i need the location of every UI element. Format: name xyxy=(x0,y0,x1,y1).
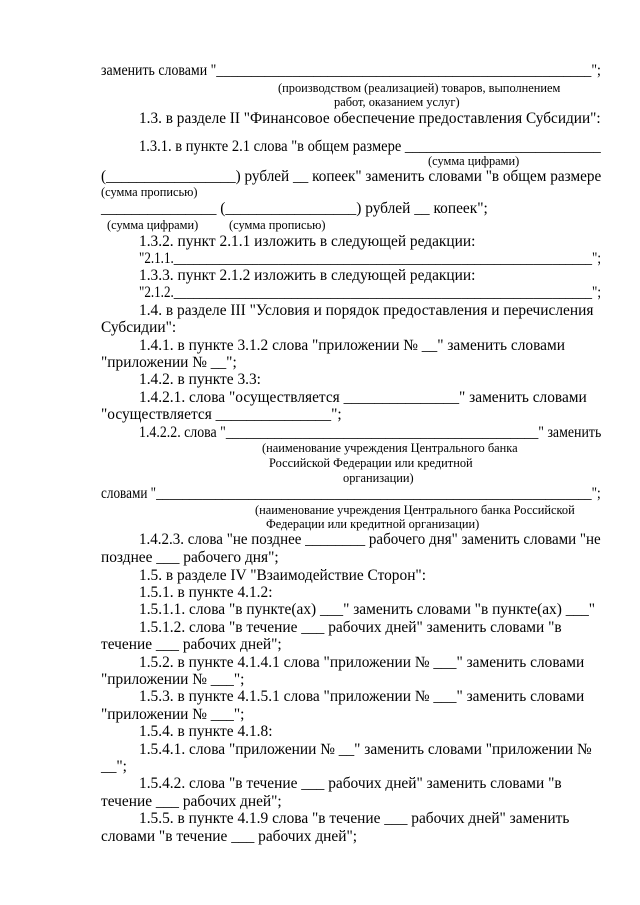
caption-amount-words-2: (сумма прописью) xyxy=(229,218,326,232)
caption-works-services: работ, оказанием услуг) xyxy=(334,95,460,109)
clause-1-5-1: 1.5.1. в пункте 4.1.2: xyxy=(139,584,273,601)
clause-1-3-3: 1.3.3. пункт 2.1.2 изложить в следующей редакции: xyxy=(139,267,476,284)
clause-1-4-2-1-cont: "осуществляется _______________"; xyxy=(101,406,342,423)
text-line-amount: (_________________) рублей __ копеек" заменить словами "в общем размере xyxy=(101,168,602,185)
clause-1-4-2-1: 1.4.2.1. слова "осуществляется _______________" заменить словами xyxy=(139,389,587,406)
caption-amount-words: (сумма прописью) xyxy=(101,185,198,199)
clause-1-4-1-cont: "приложении № __"; xyxy=(101,354,237,371)
clause-1-5-2-cont: "приложении № ___"; xyxy=(101,671,245,688)
clause-1-3-2: 1.3.2. пункт 2.1.1 изложить в следующей редакции: xyxy=(139,233,476,250)
clause-1-4-1: 1.4.1. в пункте 3.1.2 слова "приложении № __" заменить словами xyxy=(139,337,565,354)
caption-bank-full-1: (наименование учреждения Центрального банка Российской xyxy=(255,503,575,517)
clause-1-5-1-2-cont: течение ___ рабочих дней"; xyxy=(101,636,282,653)
clause-1-5-4: 1.5.4. в пункте 4.1.8: xyxy=(139,723,273,740)
clause-1-4-2-3: 1.4.2.3. слова "не позднее ________ рабочего дня" заменить словами "не xyxy=(139,531,601,548)
clause-1-5-3-cont: "приложении № ___"; xyxy=(101,706,245,723)
clause-1-5-2: 1.5.2. в пункте 4.1.4.1 слова "приложении № ___" заменить словами xyxy=(139,654,585,671)
caption-bank-1: (наименование учреждения Центрального банка xyxy=(262,441,518,455)
clause-1-5-4-2: 1.5.4.2. слова "в течение ___ рабочих дней" заменить словами "в xyxy=(139,775,562,792)
text-line-amount-new: _______________ (_________________) рублей __ копеек"; xyxy=(101,200,488,217)
clause-1-4: 1.4. в разделе III "Условия и порядок предоставления и перечисления xyxy=(139,302,594,319)
clause-1-5-4-1: 1.5.4.1. слова "приложении № __" заменить словами "приложении № xyxy=(139,741,592,758)
clause-1-3-1: 1.3.1. в пункте 2.1 слова "в общем размере ___________________________ xyxy=(139,138,601,155)
caption-bank-2: Российской Федерации или кредитной xyxy=(269,456,473,470)
caption-amount-digits-2: (сумма цифрами) xyxy=(107,218,199,232)
clause-1-5-4-1-cont: __"; xyxy=(101,758,127,775)
clause-1-5-3: 1.5.3. в пункте 4.1.5.1 слова "приложении № ___" заменить словами xyxy=(139,688,585,705)
clause-2-1-2: "2.1.2.________________________________________________________________"; xyxy=(139,284,602,301)
clause-1-5-1-2: 1.5.1.2. слова "в течение ___ рабочих дней" заменить словами "в xyxy=(139,619,562,636)
text-line-words-bank: словами "__________________________________________________________________"; xyxy=(101,485,601,502)
clause-2-1-1: "2.1.1.________________________________________________________________"; xyxy=(139,250,602,267)
text-line-replace-words: заменить словами "______________________________________________________"; xyxy=(101,62,601,79)
clause-1-4-2-3-cont: позднее ___ рабочего дня"; xyxy=(101,549,279,566)
clause-1-5-1-1: 1.5.1.1. слова "в пункте(ах) ___" заменить словами "в пункте(ах) ___" xyxy=(139,601,596,618)
clause-1-3: 1.3. в разделе II "Финансовое обеспечение предоставления Субсидии": xyxy=(139,110,601,127)
clause-1-4-cont: Субсидии": xyxy=(101,319,177,336)
caption-bank-full-2: Федерации или кредитной организации) xyxy=(266,517,480,531)
clause-1-4-2-2: 1.4.2.2. слова "_____________________________________________" заменить xyxy=(139,424,602,441)
clause-1-5: 1.5. в разделе IV "Взаимодействие Сторон": xyxy=(139,567,426,584)
clause-1-5-4-2-cont: течение ___ рабочих дней"; xyxy=(101,793,282,810)
clause-1-5-5-cont: словами "в течение ___ рабочих дней"; xyxy=(101,828,358,845)
caption-production: (производством (реализацией) товаров, выполнением xyxy=(278,81,561,95)
caption-bank-3: организации) xyxy=(343,471,414,485)
clause-1-4-2: 1.4.2. в пункте 3.3: xyxy=(139,371,261,388)
clause-1-5-5: 1.5.5. в пункте 4.1.9 слова "в течение ___ рабочих дней" заменить xyxy=(139,810,570,827)
caption-amount-digits: (сумма цифрами) xyxy=(428,154,520,168)
